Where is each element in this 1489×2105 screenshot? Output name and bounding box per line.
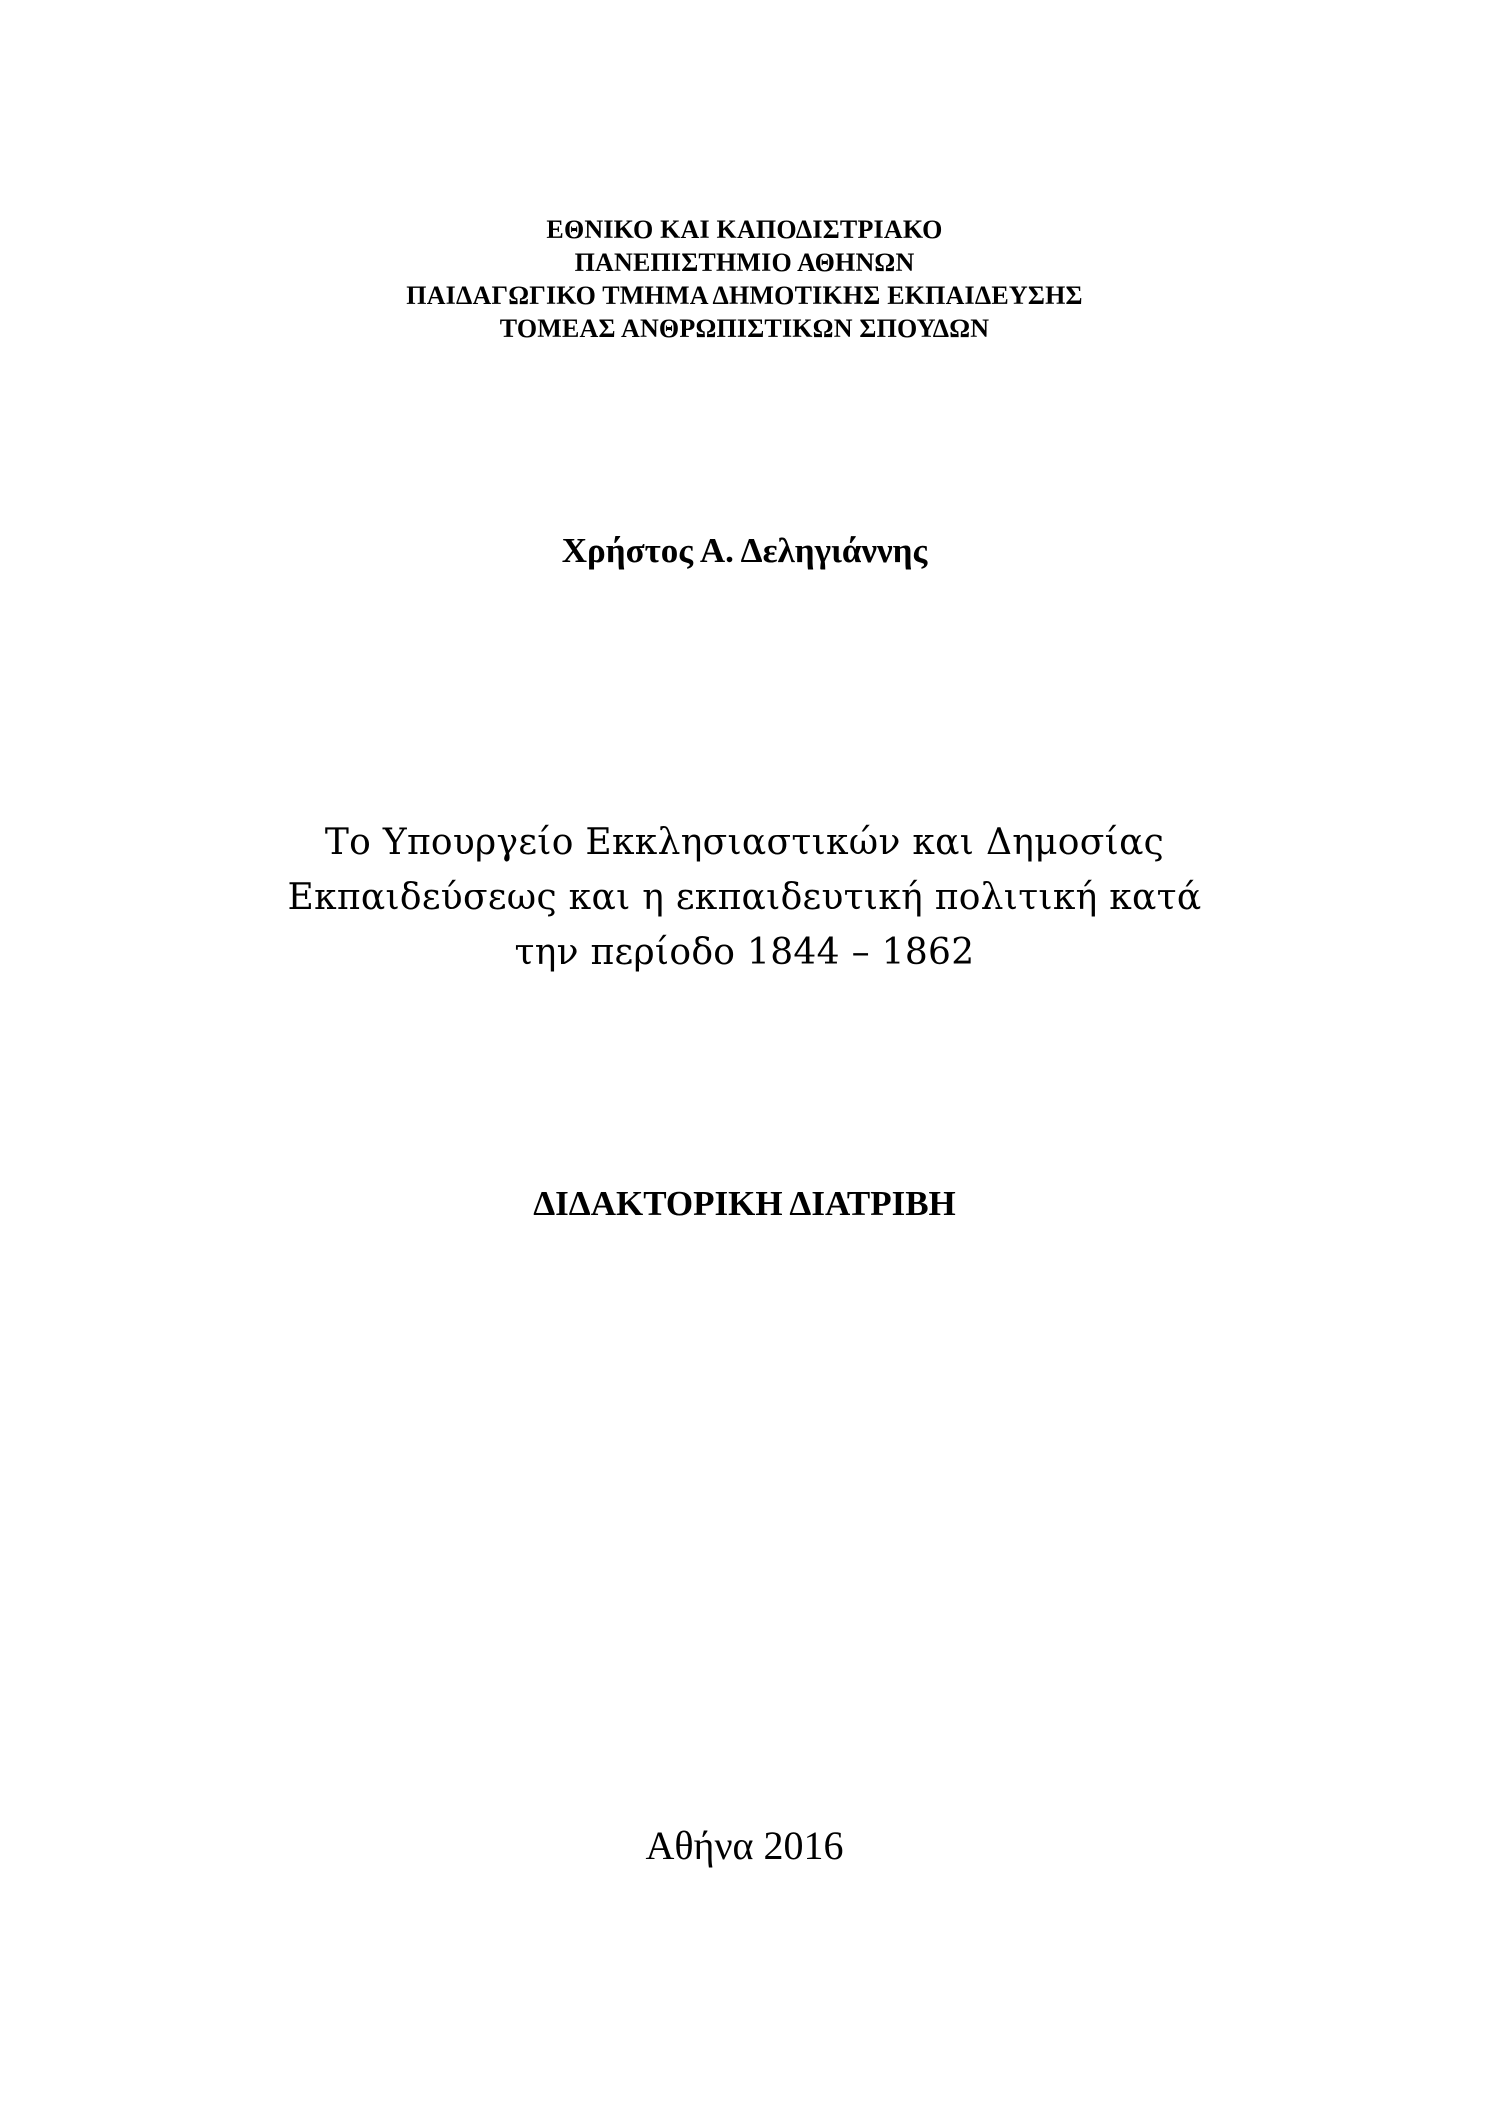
thesis-type: ΔΙΔΑΚΤΟΡΙΚΗ ΔΙΑΤΡΙΒΗ xyxy=(533,1184,956,1223)
author-name: Χρήστος Α. Δεληγιάννης xyxy=(561,531,928,570)
institution-line-department: ΠΑΙΔΑΓΩΓΙΚΟ ΤΜΗΜΑ ΔΗΜΟΤΙΚΗΣ ΕΚΠΑΙΔΕΥΣΗΣ xyxy=(406,281,1083,310)
institution-header xyxy=(0,213,1489,345)
thesis-title-line-1: Το Υπουργείο Εκκλησιαστικών και Δημοσίας xyxy=(324,822,1165,863)
thesis-title xyxy=(0,815,1489,980)
thesis-title-line-3: την περίοδο 1844 – 1862 xyxy=(514,932,975,973)
place-and-year: Αθήνα 2016 xyxy=(645,1823,844,1868)
institution-line-university: ΕΘΝΙΚΟ ΚΑΙ ΚΑΠΟΔΙΣΤΡΙΑΚΟ xyxy=(546,215,943,244)
institution-line-sector: ΤΟΜΕΑΣ ΑΝΘΡΩΠΙΣΤΙΚΩΝ ΣΠΟΥΔΩΝ xyxy=(499,314,990,343)
thesis-title-line-2: Εκπαιδεύσεως και η εκπαιδευτική πολιτική κατά xyxy=(287,877,1202,918)
institution-line-university-city: ΠΑΝΕΠΙΣΤΗΜΙΟ ΑΘΗΝΩΝ xyxy=(574,248,915,277)
